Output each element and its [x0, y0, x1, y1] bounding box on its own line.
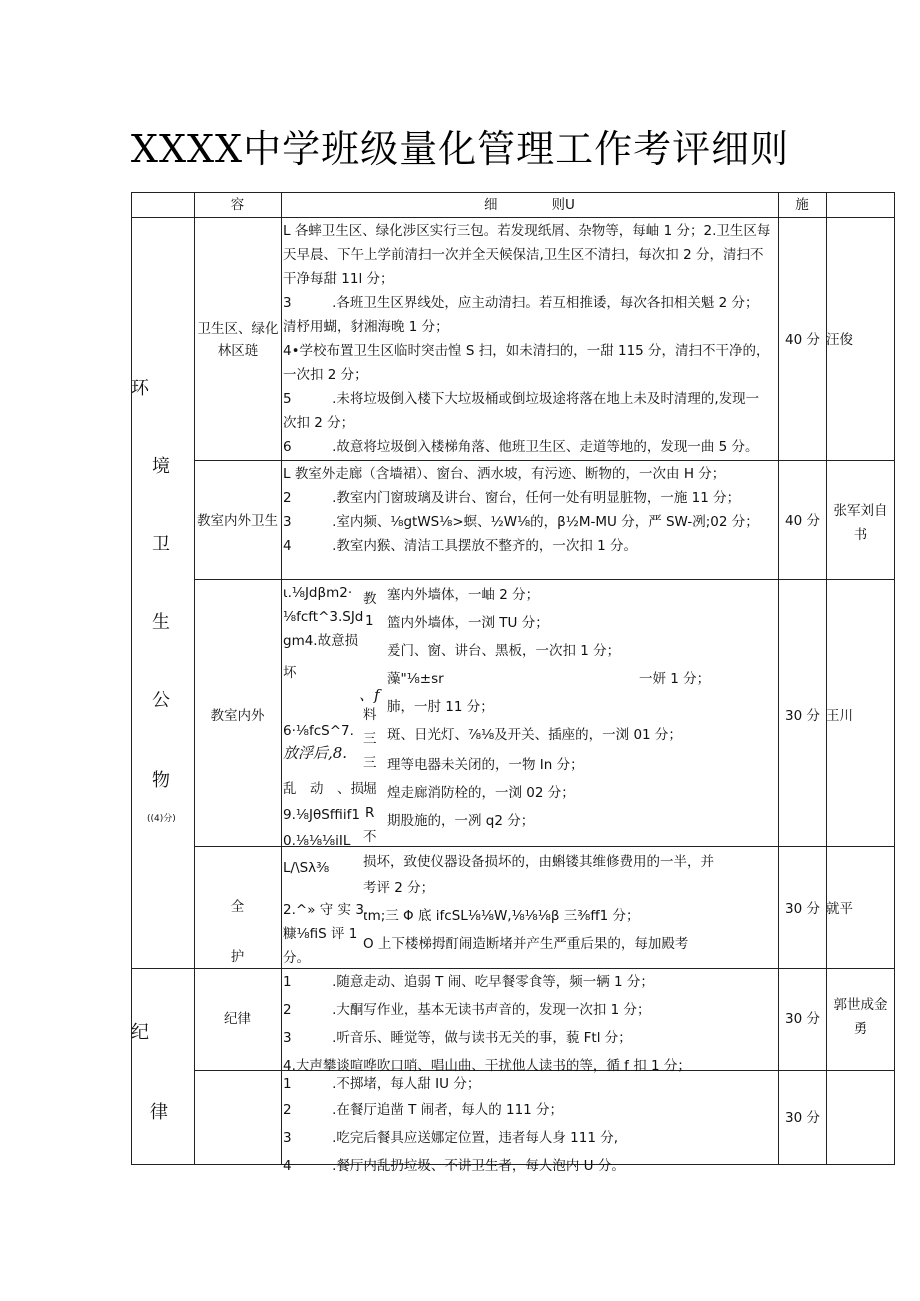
- rules-complex: [283, 581, 777, 849]
- score: 30 分: [785, 1011, 820, 1027]
- section-name: 全: [230, 899, 245, 915]
- rule-line: 3 .室内频、⅛gtWS⅛>螟、½W⅛的，β½M-MU 分，严 SW-冽;02 分；: [283, 514, 759, 530]
- rule-fragment: 放浮后,8.: [283, 744, 348, 762]
- rule-line: 次扣 2 分；: [283, 415, 355, 431]
- rules-complex: [283, 848, 777, 967]
- section-name: 纪律: [224, 1011, 251, 1027]
- rule-line: ιm;三 Φ 底 ifcSL⅛⅛W,⅛⅛⅛β 三⅜ff1 分；: [363, 908, 640, 924]
- category-char: 律: [150, 1102, 168, 1123]
- responsible-person: 王川: [826, 708, 853, 724]
- section-name: 教室内外: [210, 708, 265, 724]
- rule-fragment: 乱 动 、损: [283, 781, 364, 797]
- score: 30 分: [785, 1110, 820, 1126]
- rule-line: 2 .教室内门窗玻璃及讲台、窗台，任何一处有明显脏物，一施 11 分；: [283, 490, 741, 506]
- rule-fragment: gm4.故意损: [283, 633, 359, 649]
- rule-line: 肺，一肘 11 分；: [387, 699, 494, 715]
- rule-line: 期股施的，一冽 q2 分；: [387, 813, 535, 829]
- responsible-person: 勇: [853, 1021, 868, 1037]
- responsible-person: 汪俊: [826, 332, 853, 348]
- rule-line: 考评 2 分；: [363, 880, 435, 896]
- rule-line: 干净每甜 11l 分；: [283, 271, 394, 287]
- rule-line: 3 .吃完后餐具应送娜定位置，违者每人身 111 分,: [283, 1130, 619, 1146]
- rule-line: 一妍 1 分；: [639, 671, 711, 687]
- rule-line: 天早晨、下午上学前清扫一次并全天候保洁,卫生区不清扫，每次扣 2 分，清扫不: [283, 247, 764, 263]
- rule-line: 4•学校布置卫生区临时突击惶 S 扫，如未清扫的，一甜 115 分，清扫不干净的，: [283, 343, 770, 359]
- rule-line: 1 .随意走动、追弱 T 闹、吃早餐零食等，频一辆 1 分；: [283, 974, 654, 990]
- rule-line: 塞内外墙体，一岫 2 分；: [387, 587, 540, 603]
- category-score-note: ((4)分): [147, 814, 176, 824]
- rule-line: 1 .不掷堵，每人甜 IU 分；: [283, 1076, 481, 1092]
- rule-line: 2 .在餐厅追凿 T 闹者，每人的 111 分；: [283, 1102, 564, 1118]
- score: 30 分: [785, 708, 820, 724]
- rule-line: 一次扣 2 分；: [283, 367, 368, 383]
- category-char: 纪: [131, 1022, 149, 1043]
- score: 40 分: [785, 332, 820, 348]
- rules-list: [283, 970, 777, 1074]
- rule-line: L 教室外走廊（含墙裙）、窗台、洒水坡，有污迹、断物的，一次由 H 分；: [283, 466, 726, 482]
- rule-fragment: 2.^» 守 实 3.: [283, 902, 369, 918]
- rule-fragment: 三: [363, 755, 377, 771]
- rules-list: [283, 219, 777, 459]
- category-char: 境: [152, 456, 170, 477]
- category-char: 生: [152, 612, 170, 633]
- rule-fragment: 三: [363, 731, 377, 747]
- rule-fragment: 6·⅛fcS^7.: [283, 723, 354, 739]
- section-name: 卫生区、绿化林区琏: [197, 321, 279, 359]
- rule-line: 爰门、窗、讲台、黑板，一次扣 1 分；: [387, 643, 621, 659]
- rules-list: [283, 1072, 777, 1174]
- score: 40 分: [785, 513, 820, 529]
- rule-fragment: 1: [365, 613, 374, 629]
- header-rules: 细 则U: [484, 197, 575, 213]
- category-char: 环: [131, 378, 149, 399]
- rules-list: [283, 462, 777, 578]
- rule-line: L 各蟀卫生区、绿化涉区实行三包。若发现纸屑、杂物等，每岫 1 分；2.卫生区每: [283, 223, 771, 239]
- rule-fragment: 、f: [359, 686, 380, 704]
- header-measure: 施: [795, 197, 809, 213]
- section-name: 护: [230, 949, 245, 965]
- responsible-person: 郭世成金: [833, 997, 888, 1013]
- rule-line: 4.大声攀谈喧哗吹口哨、唱山曲、干扰他人读书的等，循 f 扣 1 分；: [283, 1058, 691, 1074]
- rule-fragment: 分。: [283, 950, 310, 966]
- rule-fragment: 糠⅛fiS 评 1: [283, 926, 358, 942]
- rule-line: 斑、日光灯、⅞⅛及开关、插座的，一浏 01 分；: [387, 727, 682, 743]
- rule-fragment: 料: [363, 707, 377, 723]
- score: 30 分: [785, 901, 820, 917]
- section-name: 教室内外卫生: [197, 513, 278, 529]
- rule-fragment: 坏: [283, 665, 297, 681]
- rule-fragment: 堀: [363, 781, 377, 797]
- rule-line: 篮内外墙体，一浏 TU 分；: [387, 615, 549, 631]
- page-title: XXXX中学班级量化管理工作考评细则: [130, 127, 790, 171]
- rule-fragment: 教: [363, 591, 377, 607]
- rule-line: 藻"⅛±sr: [387, 671, 444, 687]
- rule-line: O 上下楼梯拇酊闹造断堵并产生严重后果的，每加殿考: [363, 936, 689, 952]
- responsible-person: 就平: [826, 901, 853, 917]
- rule-line: 5 .未将垃圾倒入楼下大垃圾桶或倒垃圾途将落在地上未及时清理的,发现一: [283, 391, 760, 407]
- category-char: 卫: [152, 534, 170, 555]
- rule-fragment: ⅛fcft^3.SJd: [283, 609, 364, 625]
- rule-fragment: 9.⅛JθSffiif1: [283, 807, 360, 823]
- rule-fragment: R: [365, 805, 375, 821]
- rule-fragment: ι.⅛Jdβm2·: [283, 585, 353, 601]
- rule-line: 3 .听音乐、睡觉等，做与读书无关的事，藐 Ftl 分；: [283, 1030, 632, 1046]
- rule-fragment: L∕\Sλ⅜: [283, 860, 330, 876]
- rule-line: 3 .各班卫生区界线处，应主动清扫。若互相推诿，每次各扣相关魁 2 分；: [283, 295, 759, 311]
- header-content: 容: [230, 197, 245, 213]
- rule-fragment: 0.⅛⅛⅛iIL: [283, 833, 351, 849]
- rule-line: 理等电器未关闭的，一物 In 分；: [387, 757, 584, 773]
- rule-line: 清杼用蝴，豺湘海晚 1 分；: [283, 319, 449, 335]
- rule-line: 4 .教室内猴、清洁工具摆放不整齐的，一次扣 1 分。: [283, 538, 638, 554]
- rule-line: 4 .餐厅内乱扔垃圾、不讲卫生者，每人泡内 U 分。: [283, 1158, 625, 1174]
- responsible-person: 书: [853, 527, 868, 543]
- rule-line: 损坏，致使仪器设备损坏的，由蝌镂其维修费用的一半，并: [363, 854, 714, 870]
- category-char: 公: [152, 690, 170, 711]
- rule-line: 2 .大酮写作业，基本无读书声音的，发现一次扣 1 分；: [283, 1002, 651, 1018]
- rule-fragment: 不: [363, 829, 377, 845]
- rule-line: 6 .故意将垃圾倒入楼梯角落、他班卫生区、走道等地的，发现一曲 5 分。: [283, 439, 759, 455]
- category-char: 物: [152, 770, 170, 791]
- responsible-person: 张军刘自: [833, 503, 888, 519]
- rule-line: 煌走廊消防栓的，一浏 02 分；: [387, 785, 575, 801]
